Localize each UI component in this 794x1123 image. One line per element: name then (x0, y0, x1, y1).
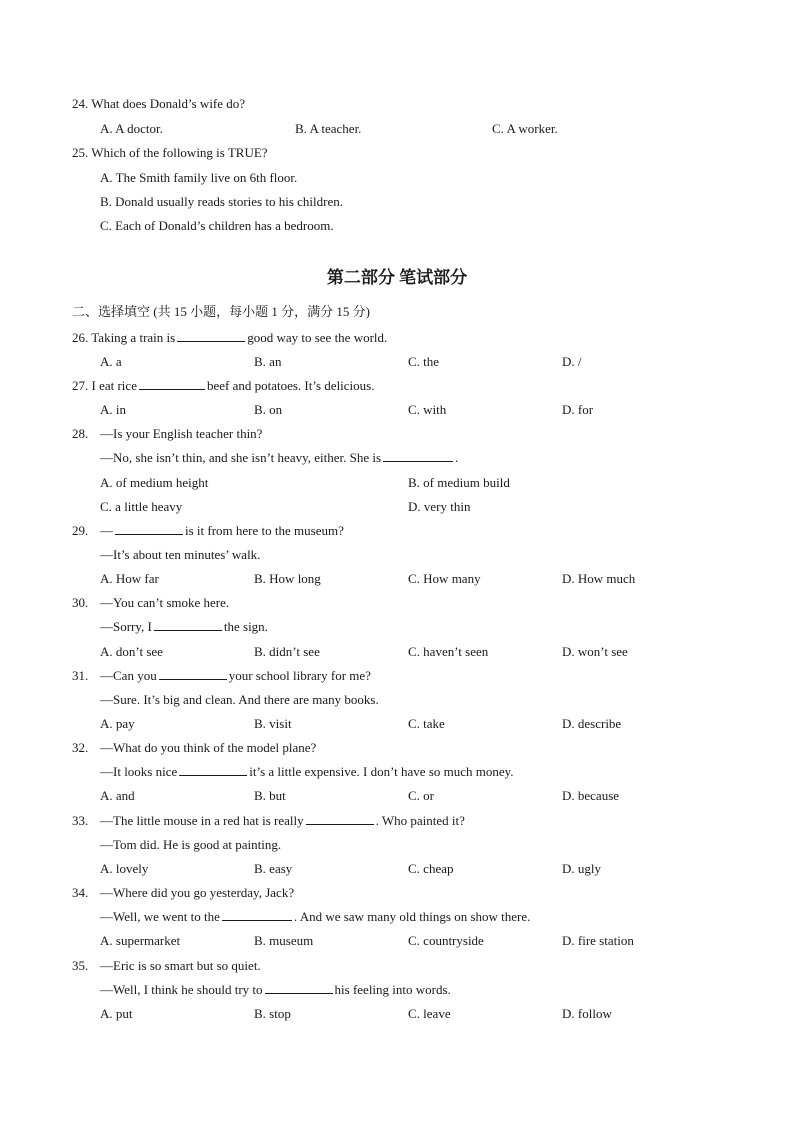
option-26-b: B. an (254, 354, 282, 369)
option-34-b: B. museum (254, 933, 314, 948)
answer-blank (139, 378, 205, 390)
option-28-b: B. of medium build (408, 475, 510, 490)
option-33-b: B. easy (254, 861, 293, 876)
option-24-a: A. A doctor. (100, 121, 163, 136)
option-32-d: D. because (562, 788, 620, 803)
option-24-c: C. A worker. (492, 121, 558, 136)
option-34-a: A. supermarket (100, 933, 181, 948)
answer-blank (177, 330, 245, 342)
option-33-d: D. ugly (562, 861, 601, 876)
question-35-line1: —Eric is so smart but so quiet. (100, 958, 261, 973)
option-32-b: B. but (254, 788, 286, 803)
option-31-b: B. visit (254, 716, 292, 731)
question-30-line2: —Sorry, I the sign. (100, 619, 268, 634)
option-25-b: B. Donald usually reads stories to his children. (100, 194, 343, 209)
question-28-line2: —No, she isn’t thin, and she isn’t heavy, either. She is . (100, 450, 459, 465)
option-29-d: D. How much (562, 571, 636, 586)
section-title: 第二部分 笔试部分 (326, 268, 468, 287)
option-35-d: D. follow (562, 1006, 612, 1021)
question-29-number: 29. (72, 523, 89, 538)
option-35-a: A. put (100, 1006, 133, 1021)
option-34-c: C. countryside (408, 933, 484, 948)
answer-blank (306, 813, 374, 825)
option-26-a: A. a (100, 354, 122, 369)
option-24-b: B. A teacher. (295, 121, 362, 136)
question-26: 26. Taking a train is good way to see the world. (72, 330, 388, 345)
question-30-number: 30. (72, 595, 89, 610)
question-31-number: 31. (72, 668, 89, 683)
option-32-a: A. and (100, 788, 135, 803)
question-34-line2: —Well, we went to the . And we saw many old things on show there. (100, 909, 531, 924)
option-33-c: C. cheap (408, 861, 454, 876)
option-27-a: A. in (100, 402, 126, 417)
option-25-c: C. Each of Donald’s children has a bedroom. (100, 218, 334, 233)
option-30-a: A. don’t see (100, 644, 163, 659)
option-35-c: C. leave (408, 1006, 451, 1021)
question-27: 27. I eat rice beef and potatoes. It’s delicious. (72, 378, 375, 393)
option-26-d: D. / (562, 354, 582, 369)
option-32-c: C. or (408, 788, 434, 803)
option-35-b: B. stop (254, 1006, 291, 1021)
question-35-line2: —Well, I think he should try to his feeling into words. (100, 982, 451, 997)
option-28-c: C. a little heavy (100, 499, 183, 514)
part-title: 二、选择填空 (共 15 小题，每小题 1 分，满分 15 分) (72, 304, 370, 319)
question-33-line2: —Tom did. He is good at painting. (100, 837, 282, 852)
option-25-a: A. The Smith family live on 6th floor. (100, 170, 298, 185)
question-28-number: 28. (72, 426, 89, 441)
question-32-line1: —What do you think of the model plane? (100, 740, 317, 755)
question-34-number: 34. (72, 885, 89, 900)
question-24: 24. What does Donald’s wife do? (72, 96, 246, 111)
question-32-number: 32. (72, 740, 89, 755)
answer-blank (383, 450, 453, 462)
option-30-d: D. won’t see (562, 644, 628, 659)
question-29-line1: — is it from here to the museum? (100, 523, 344, 538)
answer-blank (159, 668, 227, 680)
option-34-d: D. fire station (562, 933, 634, 948)
question-30-line1: —You can’t smoke here. (100, 595, 230, 610)
option-30-c: C. haven’t seen (408, 644, 489, 659)
option-31-d: D. describe (562, 716, 622, 731)
answer-blank (115, 523, 183, 535)
option-29-a: A. How far (100, 571, 159, 586)
option-29-b: B. How long (254, 571, 321, 586)
option-30-b: B. didn’t see (254, 644, 320, 659)
option-29-c: C. How many (408, 571, 481, 586)
option-26-c: C. the (408, 354, 440, 369)
option-31-a: A. pay (100, 716, 135, 731)
question-33-line1: —The little mouse in a red hat is really . Who painted it? (100, 813, 465, 828)
question-31-line1: —Can you your school library for me? (100, 668, 371, 683)
option-28-d: D. very thin (408, 499, 471, 514)
answer-blank (179, 764, 247, 776)
question-34-line1: —Where did you go yesterday, Jack? (100, 885, 295, 900)
question-25: 25. Which of the following is TRUE? (72, 145, 268, 160)
option-27-d: D. for (562, 402, 594, 417)
option-31-c: C. take (408, 716, 445, 731)
question-31-line2: —Sure. It’s big and clean. And there are many books. (100, 692, 379, 707)
question-32-line2: —It looks nice it’s a little expensive. I don’t have so much money. (100, 764, 514, 779)
option-33-a: A. lovely (100, 861, 149, 876)
question-29-line2: —It’s about ten minutes’ walk. (100, 547, 261, 562)
option-27-c: C. with (408, 402, 447, 417)
question-28-line1: —Is your English teacher thin? (100, 426, 263, 441)
option-28-a: A. of medium height (100, 475, 209, 490)
question-33-number: 33. (72, 813, 89, 828)
answer-blank (265, 982, 333, 994)
answer-blank (154, 619, 222, 631)
question-35-number: 35. (72, 958, 89, 973)
option-27-b: B. on (254, 402, 283, 417)
answer-blank (222, 909, 292, 921)
